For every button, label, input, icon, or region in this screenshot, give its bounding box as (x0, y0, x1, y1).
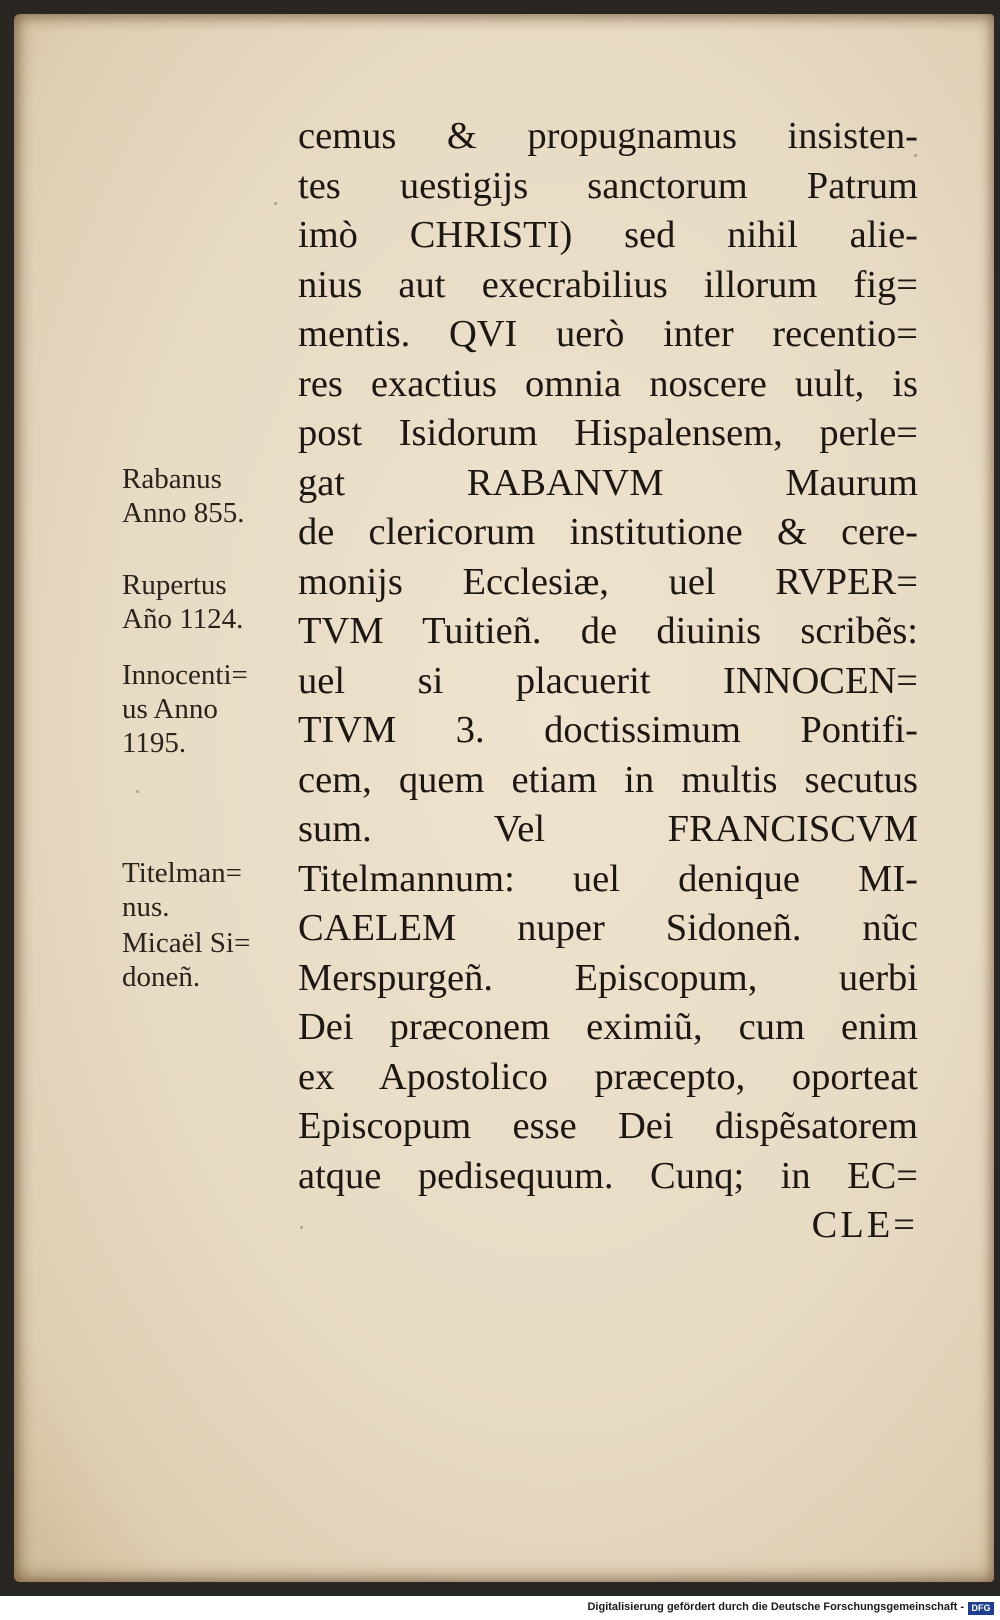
text-line: cemus & propugnamus insisten- (298, 115, 918, 157)
text-line: gat RABANVM Maurum (298, 461, 918, 504)
margin-note-line: Rabanus (122, 463, 222, 495)
text-line: TVM Tuitieñ. de diuinis scribẽs: (298, 610, 918, 652)
margin-note-line: doneñ. (122, 961, 201, 993)
catchword: CLE= (811, 1204, 918, 1246)
margin-note-rabanus (122, 462, 244, 530)
margin-note-line: us Anno (122, 693, 218, 725)
margin-note-line: 1195. (122, 727, 187, 759)
text-line: sum. Vel FRANCISCVM (298, 808, 918, 850)
paper-speck (136, 790, 139, 793)
footer-bar (0, 1598, 1000, 1620)
text-line: Episcopum esse Dei dispẽsatorem (298, 1105, 918, 1147)
text-line: CAELEM nuper Sidoneñ. nũc (298, 907, 918, 949)
text-line: post Isidorum Hispalensem, perle= (298, 412, 918, 454)
margin-note-line: nus. (122, 891, 170, 923)
dfg-logo: DFG (968, 1602, 994, 1615)
margin-note-line: Micaël Si= (122, 927, 251, 959)
text-line: imò CHRISTI) sed nihil alie- (298, 214, 918, 256)
margin-note-titelmannus (122, 856, 242, 924)
margin-note-micael (122, 926, 250, 994)
text-line: de clericorum institutione & cere- (298, 511, 918, 553)
funding-credit: Digitalisierung gefördert durch die Deutsche Forschungsgemeinschaft - (587, 1601, 964, 1613)
text-line: cem, quem etiam in multis secutus (298, 758, 918, 801)
text-line: TIVM 3. doctissimum Pontifi- (298, 709, 918, 751)
margin-note-line: Anno 855. (122, 497, 245, 529)
text-line: monijs Ecclesiæ, uel RVPER= (298, 560, 918, 603)
margin-note-rupertus (122, 568, 243, 636)
text-line: Titelmannum: uel denique MI- (298, 857, 918, 900)
text-line: res exactius omnia noscere uult, is (298, 362, 918, 405)
margin-note-line: Rupertus (122, 569, 227, 601)
margin-note-line: Titelman= (122, 857, 243, 889)
margin-note-line: Innocenti= (122, 659, 248, 691)
paper-speck (274, 202, 277, 205)
text-line: uel si placuerit INNOCEN= (298, 659, 918, 702)
main-text-block (298, 112, 918, 1251)
text-line: Dei præconem eximiũ, cum enim (298, 1006, 918, 1048)
margin-note-line: Año 1124. (122, 603, 244, 635)
text-line: nius aut execrabilius illorum fig= (298, 263, 918, 306)
margin-note-innocentius (122, 658, 248, 760)
text-line: tes uestigijs sanctorum Patrum (298, 164, 918, 207)
text-line: mentis. QVI uerò inter recentio= (298, 313, 918, 355)
text-line: ex Apostolico præcepto, oporteat (298, 1055, 918, 1098)
text-line: Merspurgeñ. Episcopum, uerbi (298, 956, 918, 999)
text-line: atque pedisequum. Cunq; in EC= (298, 1154, 918, 1197)
